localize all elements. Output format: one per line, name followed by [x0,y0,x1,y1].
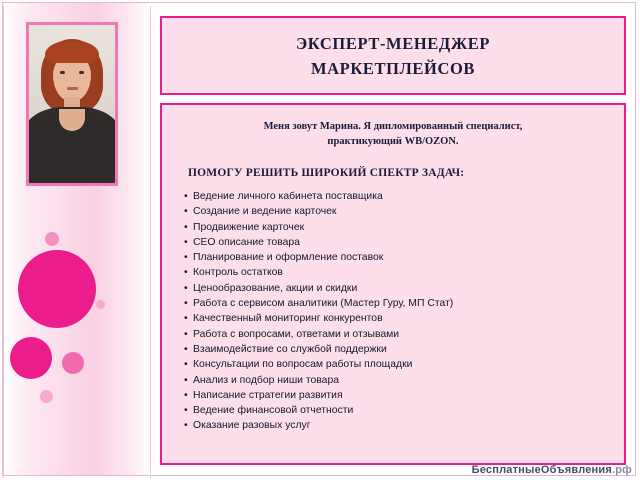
service-label: Анализ и подбор ниши товара [193,374,340,386]
service-list-item [184,265,610,280]
service-label: Качественный мониторинг конкурентов [193,313,383,325]
service-label: СЕО описание товара [193,236,300,248]
watermark-main: БесплатныеОбъявления [471,464,612,476]
service-label: Работа с вопросами, ответами и отзывами [193,328,400,340]
bullet-icon: • [184,343,188,355]
service-label: Контроль остатков [193,267,283,279]
bullet-icon: • [184,191,188,202]
bullet-icon: • [184,267,188,279]
service-list-item [184,204,610,219]
service-list-item [184,327,610,342]
bullet-icon: • [184,420,188,432]
service-label: Планирование и оформление поставок [193,252,384,264]
decorative-circle [45,232,59,246]
page-title [296,31,490,81]
title-line-2: МАРКЕТПЛЕЙСОВ [310,58,476,78]
services-list [184,189,610,434]
bullet-icon: • [184,252,188,264]
intro-line-2: практикующий WB/OZON. [327,136,459,147]
service-list-item [184,357,610,372]
title-panel [160,16,626,95]
service-list-item [184,403,610,418]
bullet-icon: • [184,206,188,218]
service-label: Ведение финансовой отчетности [193,405,354,417]
decorative-circle [10,337,52,379]
bangs-shape [45,41,99,63]
bullet-icon: • [184,236,188,248]
services-headline: ПОМОГУ РЕШИТЬ ШИРОКИЙ СПЕКТР ЗАДАЧ: [188,167,465,179]
service-list-item [184,342,610,357]
watermark-suffix: .рф [611,464,632,476]
intro-line-1: Меня зовут Марина. Я дипломированный специалист, [263,121,523,132]
service-list-item [184,235,610,250]
content-panel [160,103,626,465]
service-list-item [184,388,610,403]
service-label: Продвижение карточек [193,221,305,233]
service-list-item [184,373,610,388]
bullet-icon: • [184,221,188,233]
service-label: Ведение личного кабинета поставщика [193,191,383,202]
service-list-item [184,296,610,311]
decorative-circle [62,352,84,374]
intro-text [194,119,592,149]
service-label: Создание и ведение карточек [193,206,337,218]
decorative-circle [18,250,96,328]
bullet-icon: • [184,313,188,325]
bullet-icon: • [184,389,188,401]
bullet-icon: • [184,374,188,386]
service-label: Оказание разовых услуг [193,420,311,432]
bullet-icon: • [184,405,188,417]
bullet-icon: • [184,282,188,294]
band-line-left [3,6,4,478]
band-line-right [150,6,151,478]
service-label: Консультации по вопросам работы площадки [193,359,413,371]
bullet-icon: • [184,359,188,371]
service-list-item [184,281,610,296]
service-list-item [184,250,610,265]
eye-left [60,71,65,74]
service-label: Взаимодействие со службой поддержки [193,343,387,355]
title-line-1: ЭКСПЕРТ-МЕНЕДЖЕР [295,33,491,53]
portrait-photo [29,25,115,183]
mouth-shape [67,87,78,90]
eye-right [79,71,84,74]
service-list-item [184,311,610,326]
service-label: Написание стратегии развития [193,389,343,401]
service-list-item [184,189,610,204]
service-list-item [184,220,610,235]
bullet-icon: • [184,328,188,340]
bullet-icon: • [184,298,188,310]
decorative-circle [40,390,53,403]
service-label: Ценообразование, акции и скидки [193,282,358,294]
decorative-circle [96,300,105,309]
portrait-photo-frame [26,22,118,186]
watermark [472,464,632,476]
service-label: Работа с сервисом аналитики (Мастер Гуру, МП Стат) [193,298,454,310]
service-list-item [184,418,610,433]
